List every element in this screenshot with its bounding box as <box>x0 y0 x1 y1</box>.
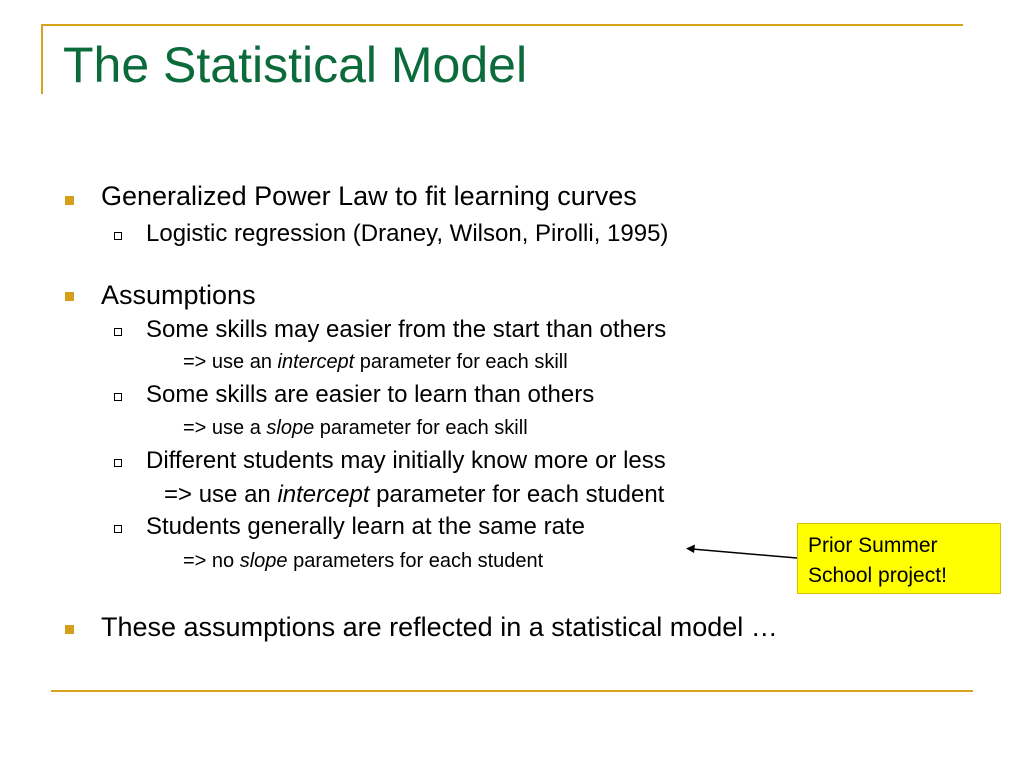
bullet-square-icon <box>65 292 74 301</box>
bullet-assumptions-reflected: These assumptions are reflected in a statistical model … <box>101 612 778 642</box>
callout-line-1: Prior Summer <box>808 534 938 557</box>
footer-rule <box>51 690 973 692</box>
bullet-square-icon <box>65 196 74 205</box>
sub-bullet-hollow-square-icon <box>114 459 122 467</box>
note-no-slope-per-student: => no slope parameters for each student <box>183 550 544 572</box>
sub-bullet-hollow-square-icon <box>114 232 122 240</box>
arrow-left-icon <box>680 536 800 564</box>
callout-prior-summer-school <box>797 523 1001 594</box>
frame-vertical-rule <box>41 24 43 94</box>
sub-bullet-students-initially-know: Different students may initially know more or less <box>146 447 666 474</box>
frame-top-rule <box>41 24 963 26</box>
note-intercept-per-student: => use an intercept parameter for each student <box>164 481 665 508</box>
sub-bullet-hollow-square-icon <box>114 393 122 401</box>
note-intercept-per-skill: => use an intercept parameter for each skill <box>183 351 568 373</box>
sub-bullet-hollow-square-icon <box>114 328 122 336</box>
bullet-square-icon <box>65 625 74 634</box>
sub-bullet-skills-easier-start: Some skills may easier from the start than others <box>146 316 667 343</box>
sub-bullet-hollow-square-icon <box>114 525 122 533</box>
bullet-generalized-power-law: Generalized Power Law to fit learning curves <box>101 181 637 211</box>
sub-bullet-same-rate: Students generally learn at the same rate <box>146 513 585 540</box>
slide-title: The Statistical Model <box>63 37 528 93</box>
sub-bullet-skills-easier-learn: Some skills are easier to learn than others <box>146 381 595 408</box>
note-slope-per-skill: => use a slope parameter for each skill <box>183 417 528 439</box>
callout-line-2: School project! <box>808 564 947 587</box>
bullet-assumptions: Assumptions <box>101 280 256 310</box>
sub-bullet-logistic-regression: Logistic regression (Draney, Wilson, Pirolli, 1995) <box>146 220 669 247</box>
